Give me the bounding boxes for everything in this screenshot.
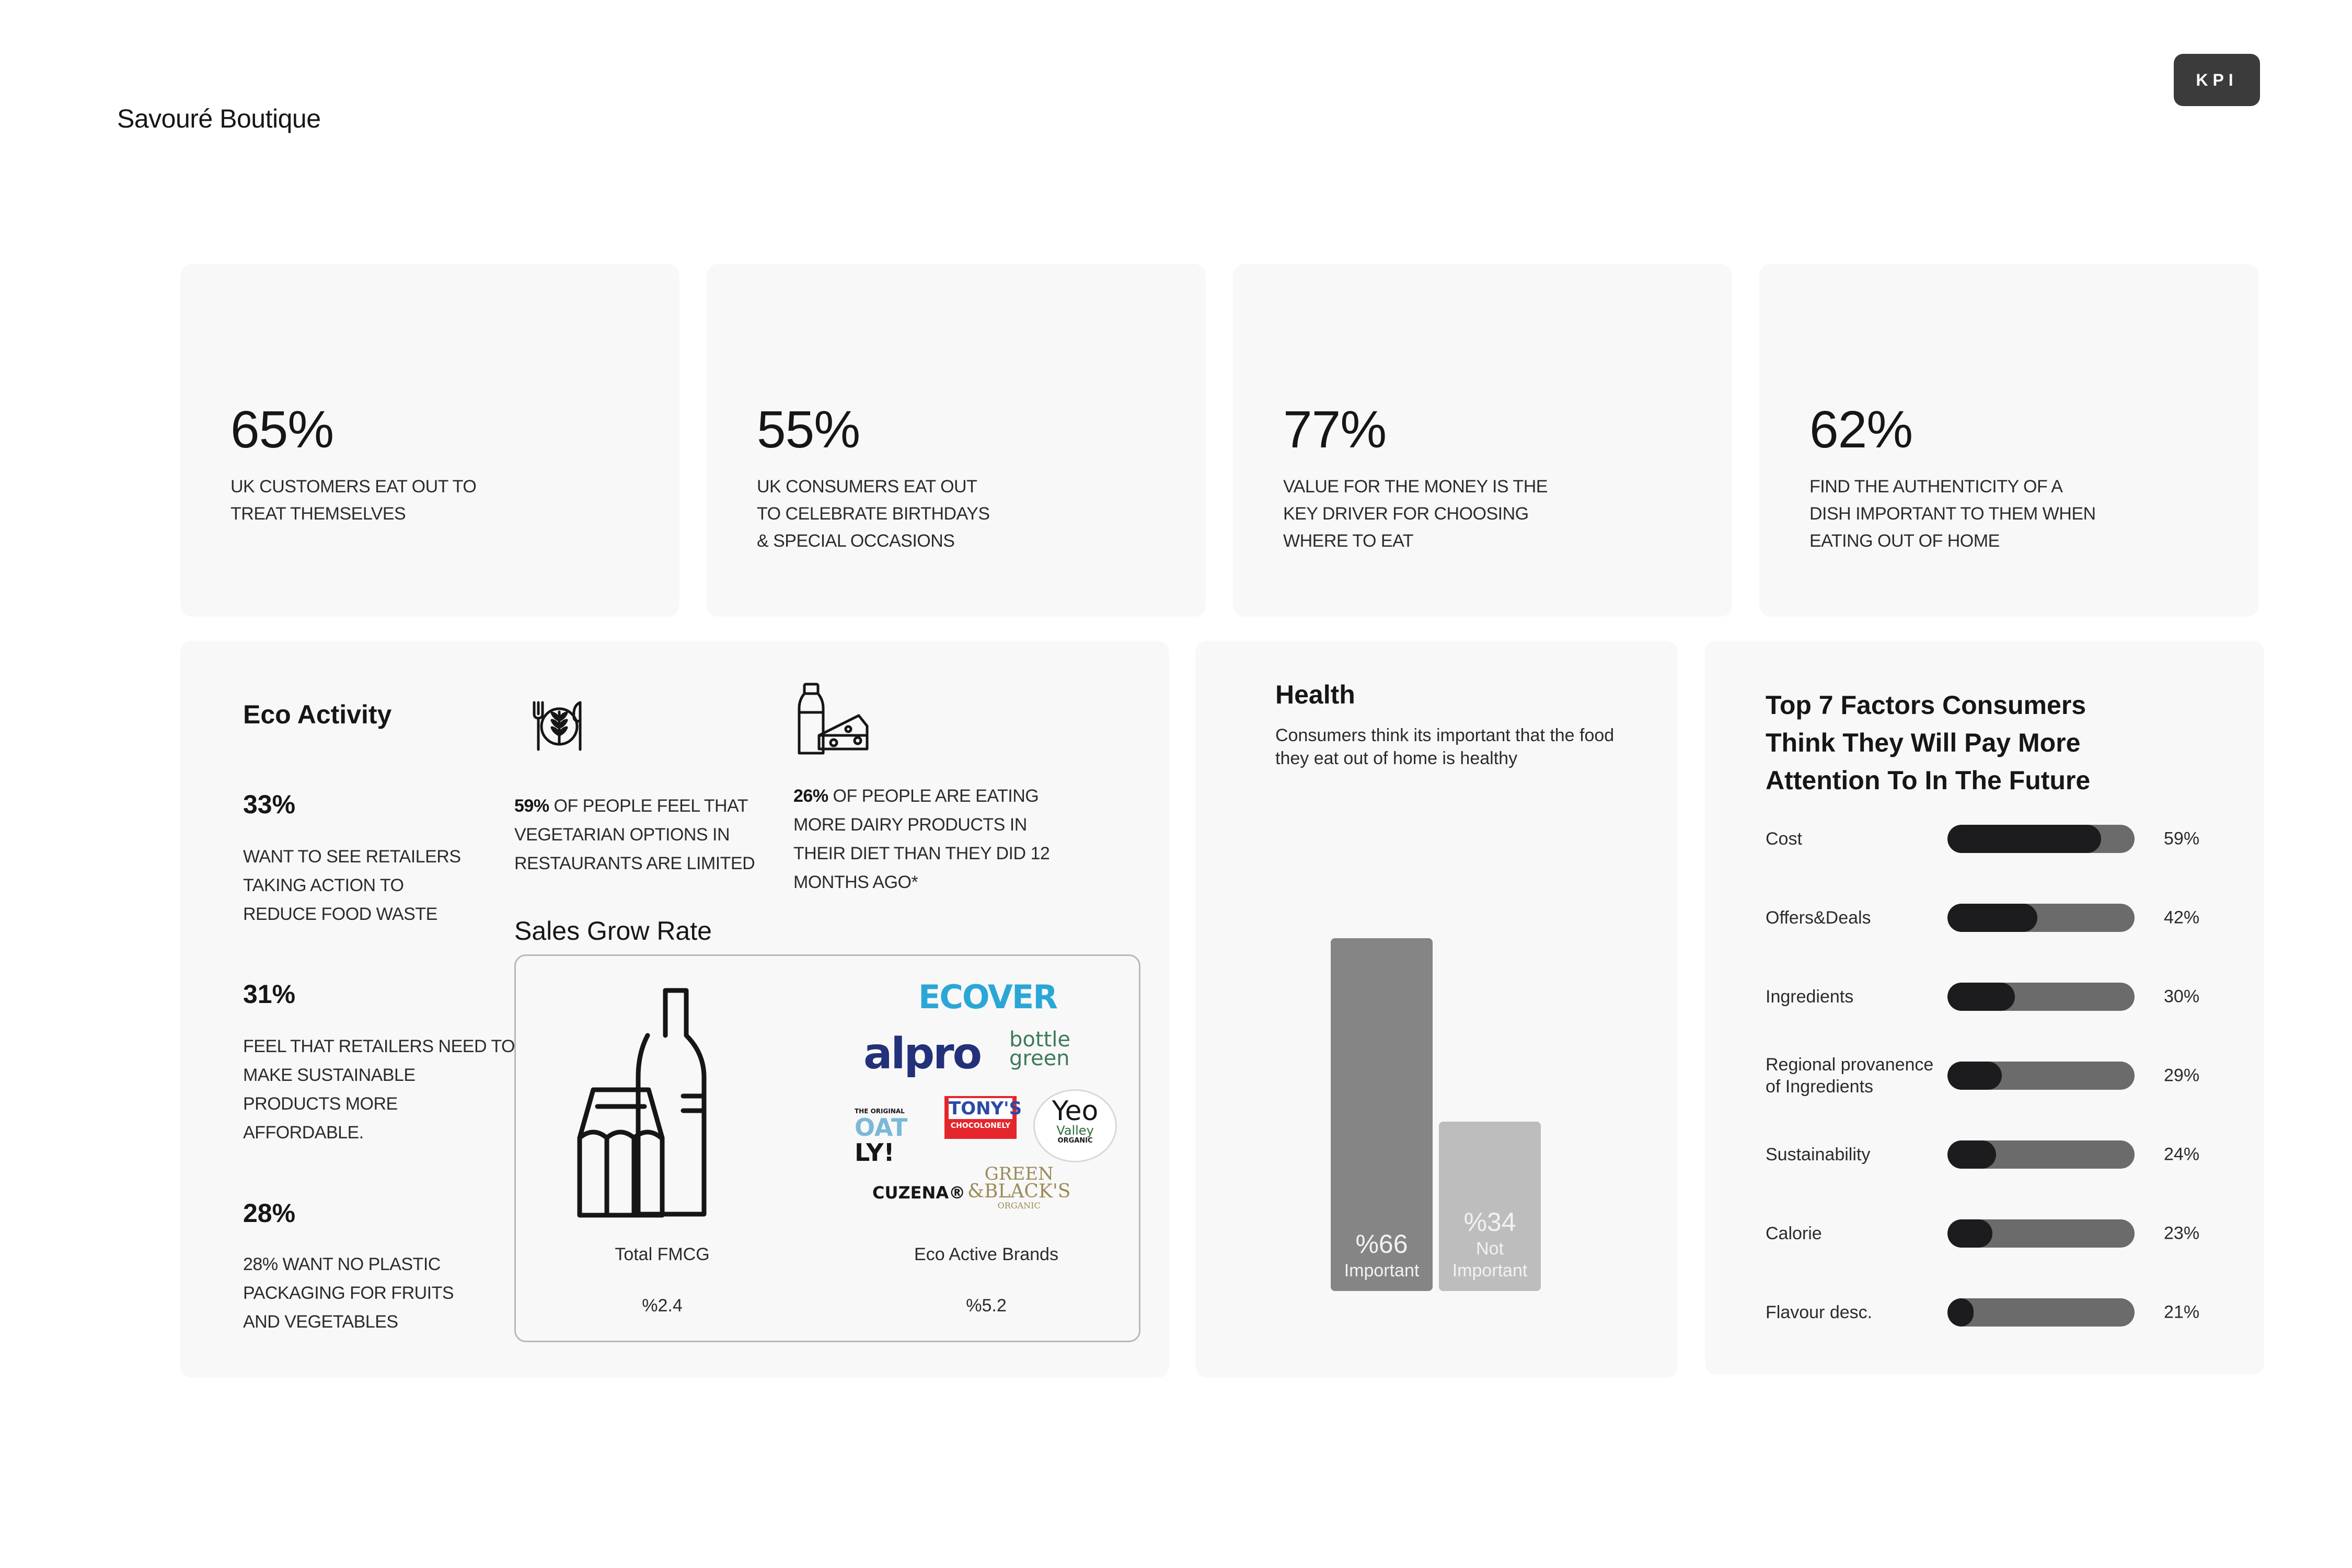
factor-label: Cost [1766,829,1802,849]
cuzena-logo: CUZENA® [872,1183,966,1203]
factor-row [1766,1294,2236,1331]
fact-text: OF PEOPLE ARE EATING MORE DAIRY PRODUCTS IN THEIR DIET THAN THEY DID 12 MONTHS AGO* [793,786,1050,892]
alpro-logo: alpro [863,1029,981,1079]
bar-label: Important [1344,1261,1420,1281]
factor-track [1947,825,2135,853]
tonys-line: TONY'S [949,1098,1022,1119]
stat-value: 65% [230,400,334,459]
factor-value: 21% [2164,1302,2200,1322]
yeo-valley-logo [1033,1089,1117,1162]
factor-fill [1947,1298,1974,1327]
fact-value: 59% [514,796,549,816]
factor-row [1766,978,2236,1015]
factor-track [1947,904,2135,932]
factors-title: Top 7 Factors Consumers Think They Will Pay More Attention To In The Future [1766,690,2091,795]
stat-card [707,264,1206,617]
factor-value: 30% [2164,986,2200,1007]
factor-value: 23% [2164,1223,2200,1243]
factor-track [1947,1062,2135,1090]
stat-description: VALUE FOR THE MONEY IS THE KEY DRIVER FOR CHOOSING WHERE TO EAT [1283,477,1548,551]
factor-row [1766,1136,2236,1173]
total-fmcg-label: Total FMCG [615,1244,710,1264]
eco-stat-value: 33% [243,790,296,819]
factor-value: 42% [2164,907,2200,928]
health-title: Health [1275,680,1355,709]
ecover-logo: ECOVER [918,978,1057,1016]
oatly-small: THE ORIGINAL [855,1108,905,1115]
stat-card [1759,264,2258,617]
factor-row [1766,1055,2236,1097]
factor-label: Ingredients [1766,987,1854,1007]
sales-grow-rate-title: Sales Grow Rate [514,916,712,946]
tonys-line: CHOCOLONELY [950,1122,1011,1130]
eco-stat-value: 31% [243,979,296,1009]
kpi-badge[interactable]: KPI [2174,54,2260,106]
health-description: Consumers think its important that the food they eat out of home is healthy [1275,725,1615,768]
dairy-icon [797,681,870,759]
bar-value: %66 [1355,1229,1408,1259]
fact-text: OF PEOPLE FEEL THAT VEGETARIAN OPTIONS IN RESTAURANTS ARE LIMITED [514,796,755,873]
factor-row [1766,900,2236,936]
factor-row [1766,1215,2236,1252]
factor-label: Flavour desc. [1766,1302,1873,1322]
bar-value: %34 [1463,1207,1516,1237]
factor-label: Sustainability [1766,1145,1871,1165]
gb-line: GREEN [984,1163,1054,1184]
factor-track [1947,1140,2135,1169]
sales-grow-rate-box [514,954,1140,1342]
stat-description: UK CUSTOMERS EAT OUT TO TREAT THEMSELVES [230,477,477,524]
stat-value: 77% [1283,400,1387,459]
factor-track [1947,1219,2135,1248]
dairy-fact [793,782,1055,897]
factor-label: Offers&Deals [1766,908,1871,928]
brand-title: Savouré Boutique [117,104,321,133]
health-bar-not-important [1439,1122,1541,1291]
factor-fill [1947,1140,1996,1169]
oatly-logo [855,1108,907,1165]
bottlegreen-line: green [1009,1046,1070,1070]
eco-brands-label: Eco Active Brands [914,1244,1058,1264]
eco-stat-value: 28% [243,1198,296,1228]
eco-stat-description: WANT TO SEE RETAILERS TAKING ACTION TO REDUCE FOOD WASTE [243,847,461,924]
yeo-line: Valley [1056,1123,1094,1138]
stat-description: FIND THE AUTHENTICITY OF A DISH IMPORTANT TO THEM WHEN EATING OUT OF HOME [1809,477,2096,551]
stat-value: 62% [1809,400,1913,459]
oatly-line: OAT [855,1113,908,1142]
yeo-line: Yeo [1052,1096,1099,1127]
gb-line: &BLACK'S [967,1181,1071,1202]
eco-stat-description: 28% WANT NO PLASTIC PACKAGING FOR FRUITS AND VEGETABLES [243,1254,454,1332]
yeo-line: ORGANIC [1057,1137,1093,1145]
total-fmcg-value: %2.4 [642,1296,683,1316]
factor-value: 29% [2164,1065,2200,1086]
factor-label: Calorie [1766,1224,1822,1243]
bottlegreen-line: bottle [1009,1028,1070,1052]
green-and-blacks-logo [967,1165,1070,1211]
stat-card [1233,264,1732,617]
factor-label: Regional provanence of Ingredients [1766,1055,1934,1097]
bar-label: Not Important [1452,1239,1528,1281]
stat-value: 55% [757,400,860,459]
factor-value: 59% [2164,828,2200,849]
factor-fill [1947,1062,2002,1090]
vegetarian-icon [528,695,591,758]
stat-card [180,264,679,617]
factor-track [1947,983,2135,1011]
health-bar-important [1331,938,1433,1291]
eco-brands-value: %5.2 [966,1296,1007,1316]
gb-line: ORGANIC [997,1201,1041,1210]
factor-fill [1947,825,2101,853]
eco-stat-description: FEEL THAT RETAILERS NEED TO MAKE SUSTAINABLE PRODUCTS MORE AFFORDABLE. [243,1036,515,1143]
bottlegreen-logo [1009,1030,1070,1068]
oatly-line: LY! [855,1138,895,1167]
tonys-logo [944,1096,1022,1139]
factor-value: 24% [2164,1144,2200,1165]
bottle-and-package-icon [574,986,742,1221]
fact-value: 26% [793,786,828,806]
factor-fill [1947,983,2015,1011]
factor-fill [1947,904,2037,932]
factor-track [1947,1298,2135,1327]
vegetarian-fact [514,792,760,878]
factor-fill [1947,1219,1992,1248]
factor-row [1766,821,2236,857]
eco-activity-title: Eco Activity [243,700,392,729]
stat-description: UK CONSUMERS EAT OUT TO CELEBRATE BIRTHDAYS & SPECIAL OCCASIONS [757,477,990,551]
